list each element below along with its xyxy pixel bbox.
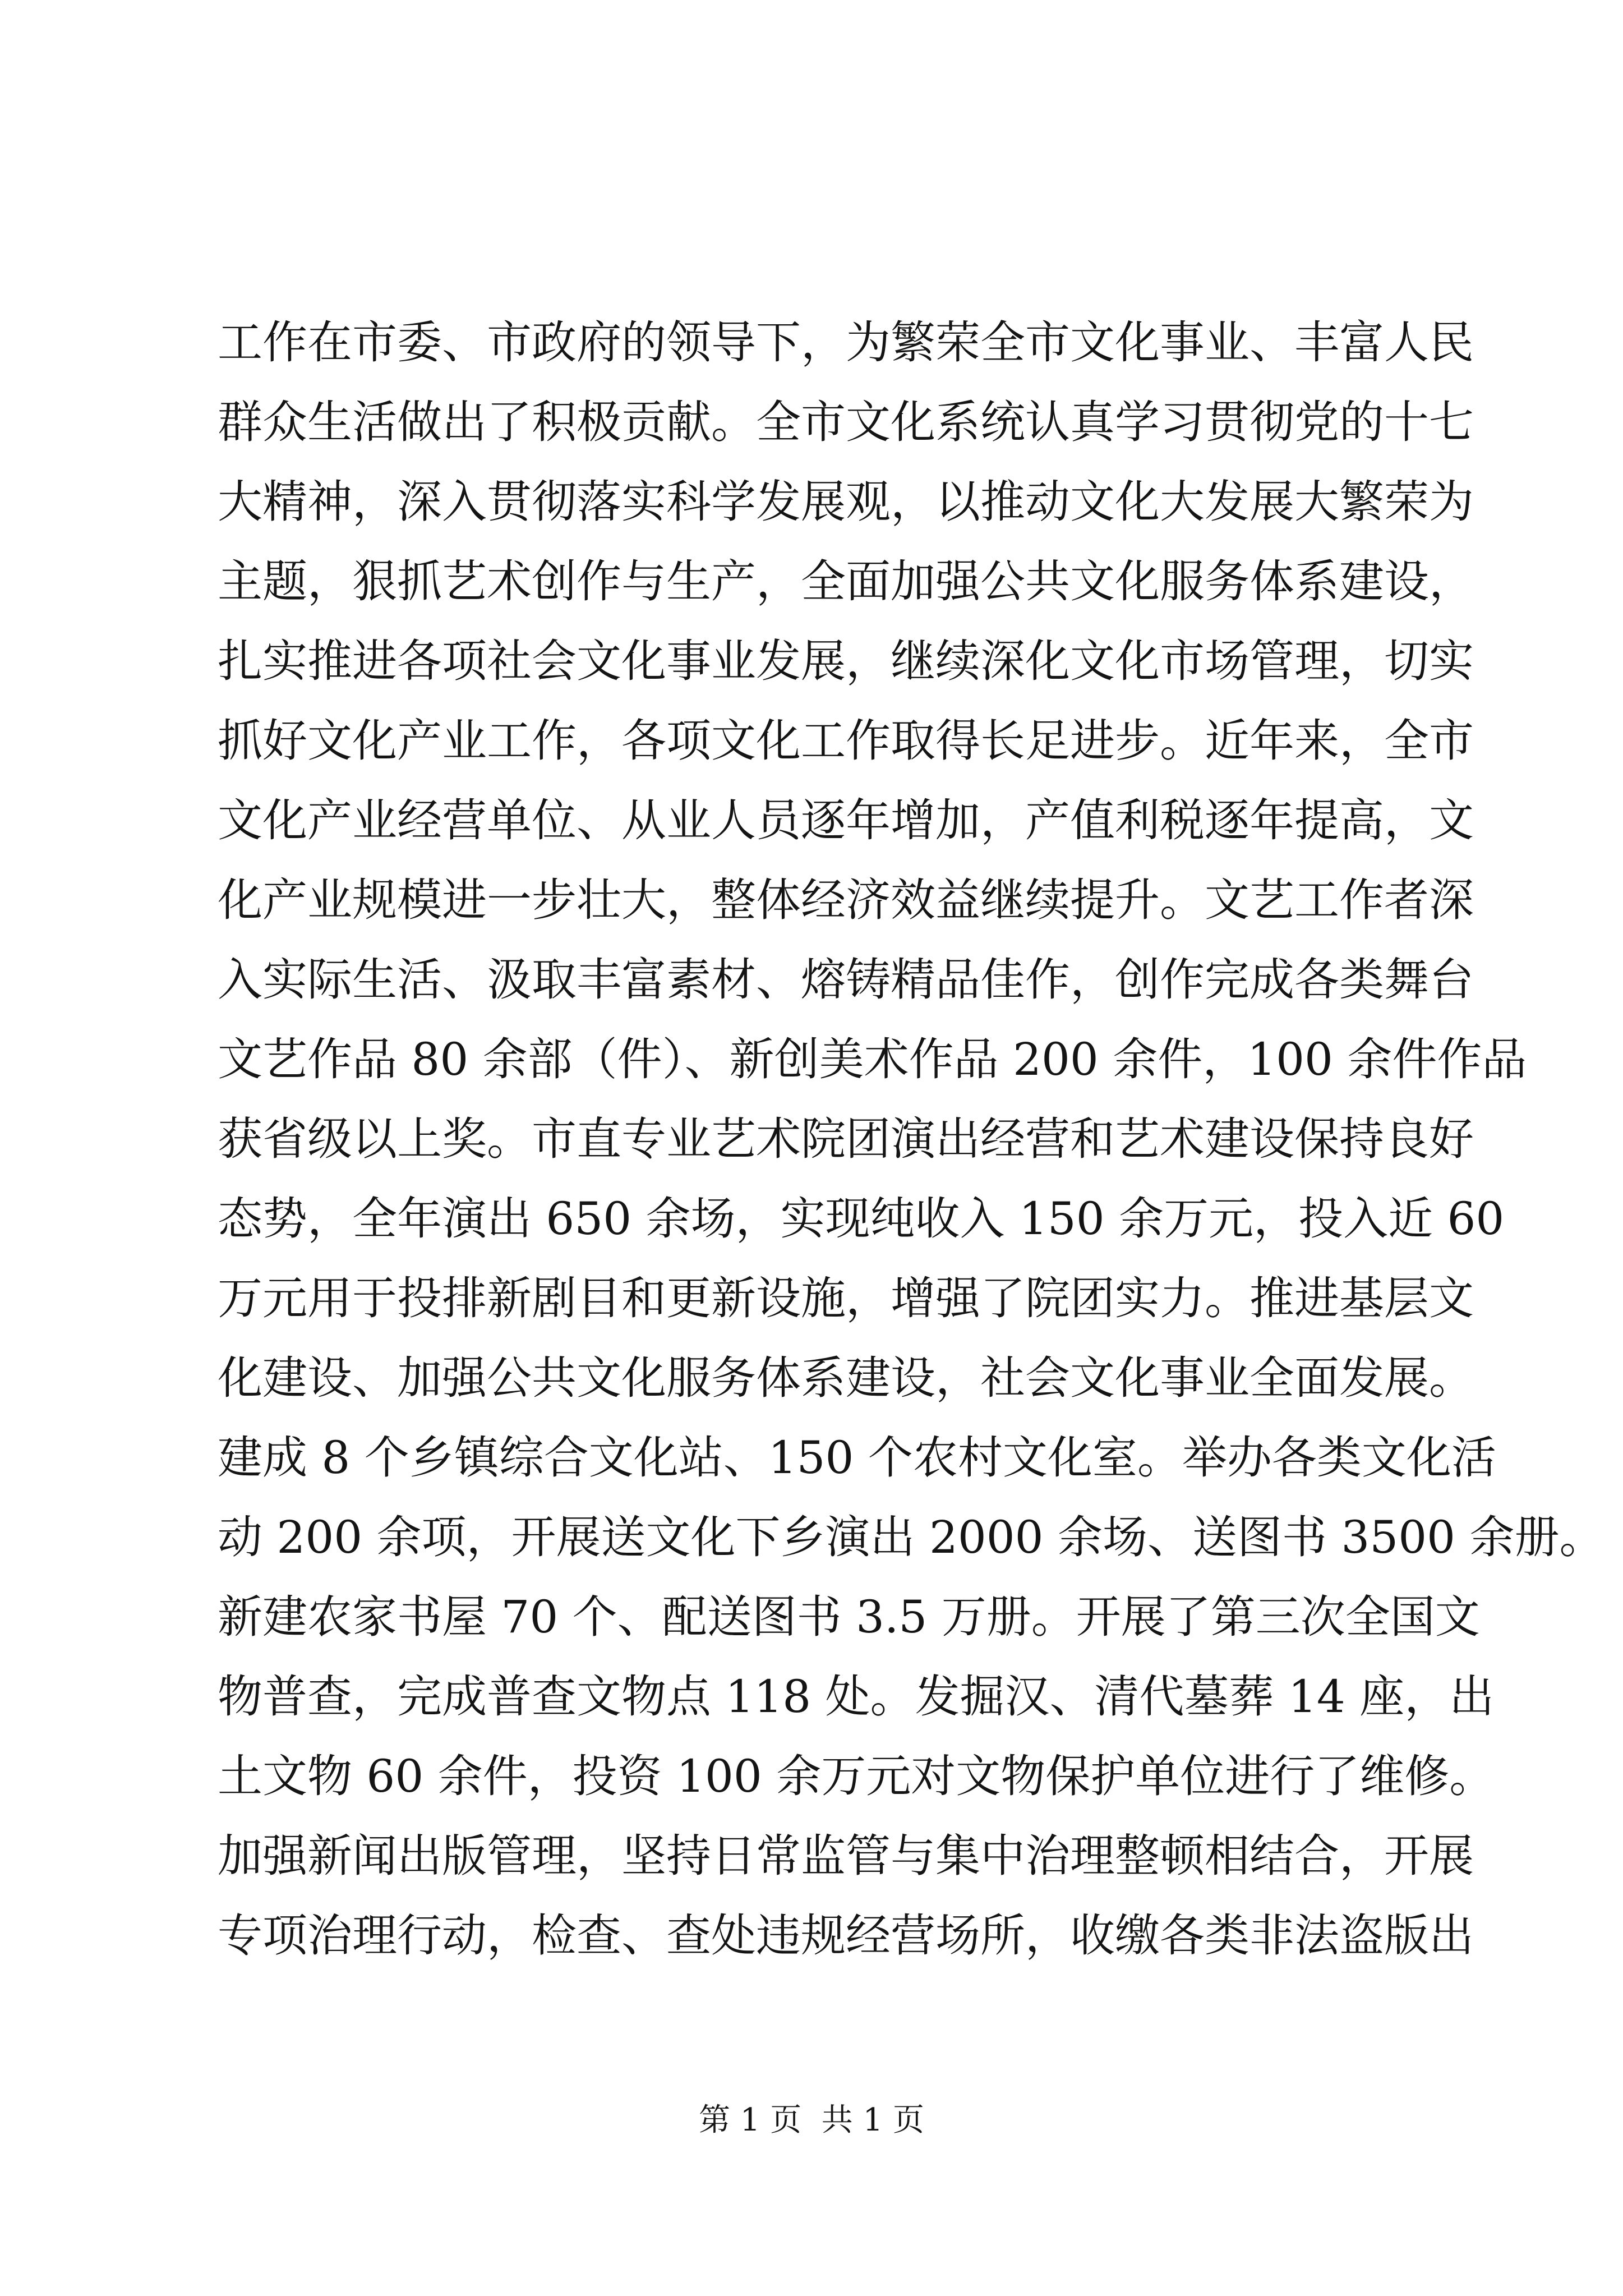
text-line: 新建农家书屋 70 个、配送图书 3.5 万册。开展了第三次全国文 bbox=[218, 1591, 1480, 1643]
text-line: 化建设、加强公共文化服务体系建设，社会文化事业全面发展。 bbox=[218, 1352, 1474, 1404]
text-line: 抓好文化产业工作，各项文化工作取得长足进步。近年来，全市 bbox=[218, 715, 1474, 767]
text-line: 土文物 60 余件，投资 100 余万元对文物保护单位进行了维修。 bbox=[218, 1750, 1495, 1802]
text-line: 动 200 余项，开展送文化下乡演出 2000 余场、送图书 3500 余册。 bbox=[218, 1511, 1604, 1563]
text-line: 文艺作品 80 余部（件）、新创美术作品 200 余件，100 余件作品 bbox=[218, 1033, 1527, 1085]
text-line: 工作在市委、市政府的领导下，为繁荣全市文化事业、丰富人民 bbox=[218, 316, 1474, 369]
text-line: 物普查，完成普查文物点 118 处。发掘汉、清代墓葬 14 座，出 bbox=[218, 1671, 1495, 1723]
text-line: 文化产业经营单位、从业人员逐年增加，产值利税逐年提高，文 bbox=[218, 794, 1474, 846]
page-footer: 第 1 页 共 1 页 bbox=[698, 2102, 925, 2138]
text-line: 建成 8 个乡镇综合文化站、150 个农村文化室。举办各类文化活 bbox=[218, 1432, 1496, 1484]
text-line: 大精神，深入贯彻落实科学发展观，以推动文化大发展大繁荣为 bbox=[218, 476, 1474, 528]
text-line: 入实际生活、汲取丰富素材、熔铸精品佳作，创作完成各类舞台 bbox=[218, 954, 1474, 1006]
text-line: 态势，全年演出 650 余场，实现纯收入 150 余万元，投入近 60 bbox=[218, 1193, 1505, 1245]
text-line: 专项治理行动，检查、查处违规经营场所，收缴各类非法盗版出 bbox=[218, 1910, 1474, 1962]
text-line: 化产业规模进一步壮大，整体经济效益继续提升。文艺工作者深 bbox=[218, 874, 1474, 926]
text-line: 扎实推进各项社会文化事业发展，继续深化文化市场管理，切实 bbox=[218, 635, 1474, 687]
text-line: 主题，狠抓艺术创作与生产，全面加强公共文化服务体系建设， bbox=[218, 555, 1474, 608]
text-line: 群众生活做出了积极贡献。全市文化系统认真学习贯彻党的十七 bbox=[218, 396, 1474, 448]
text-line: 加强新闻出版管理，坚持日常监管与集中治理整顿相结合，开展 bbox=[218, 1830, 1474, 1882]
text-line: 万元用于投排新剧目和更新设施，增强了院团实力。推进基层文 bbox=[218, 1272, 1474, 1324]
body-paragraph bbox=[218, 303, 1604, 1976]
text-line: 获省级以上奖。市直专业艺术院团演出经营和艺术建设保持良好 bbox=[218, 1113, 1474, 1165]
